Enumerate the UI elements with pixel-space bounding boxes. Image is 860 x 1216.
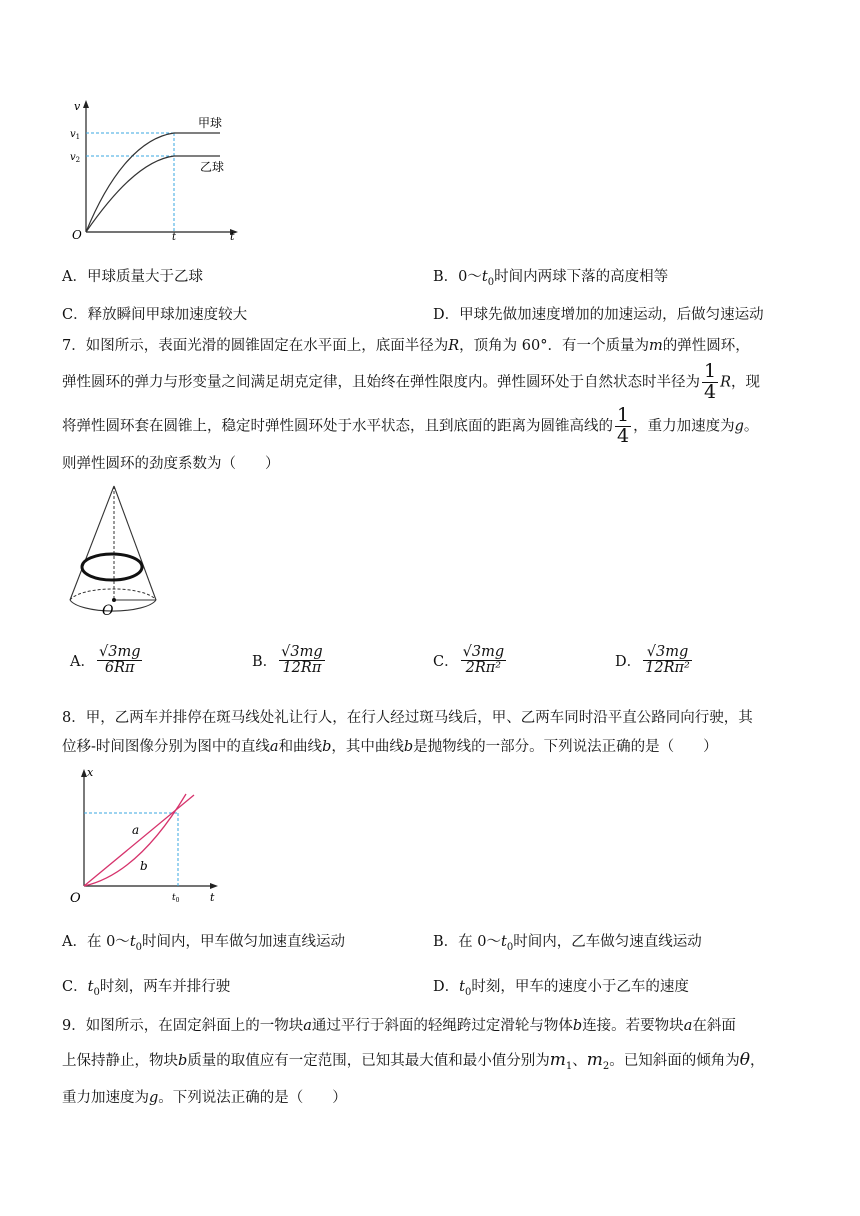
q7-line-2 <box>62 362 760 403</box>
q9-line1-a-var: a <box>303 1018 312 1034</box>
q9-sep: 、 <box>572 1053 587 1069</box>
q7-option-d-den: 12Rπ² <box>645 660 690 677</box>
q7-line3-c: 。 <box>743 418 759 435</box>
q7-line3-a: 将弹性圆环套在圆锥上，稳定时弹性圆环处于水平状态，且到底面的距离为圆锥高线的 <box>62 418 613 435</box>
q6-tick-v2: $v_2$ <box>70 152 81 164</box>
q8-t-axis-arrow <box>210 883 218 889</box>
q7-option-a <box>70 645 144 676</box>
q7-line1-c: 的弹性圆环， <box>662 338 750 354</box>
q8-option-b-var: t <box>501 934 507 950</box>
q7-line2-a: 弹性圆环的弹力与形变量之间满足胡克定律，且始终在弹性限度内。弹性圆环处于自然状态时半径为 <box>62 374 700 391</box>
q7-line-3 <box>62 406 758 447</box>
q9-line3-b: 。下列说法正确的是（ ） <box>158 1090 347 1106</box>
q7-fraction-quarter <box>702 362 718 403</box>
q7-line1-a: 7．如图所示，表面光滑的圆锥固定在水平面上，底面半径为 <box>62 338 449 354</box>
q9-line2-c: 。已知斜面的倾角为 <box>609 1053 740 1069</box>
q8-line2-c-var: b <box>403 739 414 755</box>
q8-option-a-suffix: 时间内，甲车做匀加速直线运动 <box>142 934 346 950</box>
q8-option-d-suffix: 时刻，甲车的速度小于乙车的速度 <box>471 979 689 995</box>
q6-v-axis-arrow <box>83 100 89 108</box>
q8-line2-c: ，其中曲线 <box>331 739 404 755</box>
q6-option-a: A．甲球质量大于乙球 <box>62 269 203 285</box>
q8-option-c-var: t <box>87 979 94 995</box>
q8-option-c <box>62 975 230 998</box>
q7-option-b-den: 12Rπ <box>282 660 322 677</box>
q7-option-a-den: 6Rπ <box>104 660 135 677</box>
q6-tick-v1: $v_1$ <box>70 129 81 141</box>
q7-option-c <box>433 645 508 676</box>
q7-option-c-letter: C． <box>433 654 459 671</box>
q7-frac2-num: 1 <box>617 404 630 426</box>
q8-option-d-sub: 0 <box>464 986 472 998</box>
q7-line1-r: R <box>448 338 460 354</box>
q6-option-b-prefix: B．0～ <box>433 269 482 285</box>
q6-option-b-var: t <box>481 269 488 285</box>
q7-elastic-ring <box>82 554 142 580</box>
q9-line2-a: 上保持静止，物块 <box>62 1053 178 1069</box>
q8-option-a-var: t <box>129 934 136 950</box>
q7-option-a-letter: A． <box>70 654 95 671</box>
q7-frac-num: 1 <box>704 360 717 382</box>
q7-option-d-letter: D． <box>615 654 642 671</box>
q9-line3-a: 重力加速度为 <box>62 1090 149 1106</box>
q7-option-d-num: √3mg <box>643 645 692 661</box>
q6-label-jia: 甲球 <box>198 116 223 130</box>
q6-option-d: D．甲球先做加速度增加的加速运动，后做匀速运动 <box>433 307 764 323</box>
q7-frac-den: 4 <box>704 380 717 403</box>
q9-line1-d: 在斜面 <box>692 1018 736 1034</box>
q7-line2-b: ，现 <box>731 374 761 391</box>
q8-position-time-graph <box>68 764 228 908</box>
q8-option-a-sub: 0 <box>135 941 143 953</box>
q7-line2-r: R <box>720 374 732 391</box>
q8-line2-d: 是抛物线的一部分。下列说法正确的是（ ） <box>413 739 718 755</box>
q9-theta: θ <box>739 1050 751 1070</box>
q9-line1-a: 9．如图所示，在固定斜面上的一物块 <box>62 1018 304 1034</box>
q9-line1-c-var: a <box>683 1018 693 1034</box>
q7-line1-b: ，顶角为 60°．有一个质量为 <box>459 338 649 354</box>
q6-option-c: C．释放瞬间甲球加速度较大 <box>62 307 248 323</box>
q8-label-a: a <box>132 823 140 837</box>
q7-option-c-den: 2Rπ² <box>465 660 502 677</box>
q7-option-c-num: √3mg <box>462 644 505 660</box>
q9-line2-b-var: b <box>178 1053 188 1069</box>
q8-tick-t0: $t_0$ <box>172 893 180 904</box>
q9-m2-sub: 2 <box>602 1060 610 1072</box>
q6-option-b <box>433 265 668 288</box>
q8-curve-b <box>84 794 186 886</box>
q8-option-d-prefix: D． <box>433 979 460 995</box>
q7-frac2-den: 4 <box>617 424 630 447</box>
q6-label-yi: 乙球 <box>200 160 225 174</box>
q9-m1: m <box>549 1050 566 1070</box>
q7-option-b-letter: B． <box>252 654 278 671</box>
q9-m2: m <box>586 1050 603 1070</box>
q6-tick-t0: t <box>172 232 177 240</box>
q7-line-4: 则弹性圆环的劲度系数为（ ） <box>62 456 280 472</box>
q8-line-1: 8．甲，乙两车并排停在斑马线处礼让行人，在行人经过斑马线后，甲、乙两车同时沿平直公路同向行驶，其 <box>62 710 753 726</box>
q8-origin-label: O <box>70 891 81 906</box>
q7-cone-origin: O <box>102 603 114 618</box>
q8-axis-t-label: t <box>210 891 215 904</box>
q7-option-d <box>615 645 694 676</box>
q6-origin-label: O <box>72 228 82 240</box>
q8-option-c-sub: 0 <box>93 986 100 998</box>
q7-line-1 <box>62 334 750 355</box>
q9-line2-b: 质量的取值应有一定范围，已知其最大值和最小值分别为 <box>187 1053 550 1069</box>
q8-option-b <box>433 930 702 953</box>
q9-line2-d: ， <box>750 1053 765 1069</box>
q8-line-2 <box>62 735 718 756</box>
q8-option-b-prefix: B．在 0～ <box>433 934 501 950</box>
q6-option-b-suffix: 时间内两球下落的高度相等 <box>494 269 669 285</box>
q8-option-a <box>62 930 345 953</box>
q7-cone-right-edge <box>114 486 156 600</box>
q8-option-c-suffix: 时刻，两车并排行驶 <box>99 979 231 995</box>
q7-line3-b: ，重力加速度为 <box>633 418 735 435</box>
q8-line2-b-var: b <box>322 739 332 755</box>
q7-option-b <box>252 645 327 676</box>
q7-cone-center-dot <box>112 598 116 602</box>
q9-line1-b: 通过平行于斜面的轻绳跨过定滑轮与物体 <box>311 1018 573 1034</box>
q7-fraction-quarter-2 <box>615 406 631 447</box>
q8-option-b-suffix: 时间内，乙车做匀速直线运动 <box>513 934 702 950</box>
q7-line1-m: m <box>648 338 663 354</box>
q8-option-a-prefix: A．在 0～ <box>62 934 130 950</box>
q7-line3-g: g <box>734 418 744 435</box>
q7-option-a-num: √3mg <box>98 644 141 660</box>
q7-cone-figure <box>66 482 162 618</box>
q6-velocity-time-graph <box>68 98 248 240</box>
q9-m1-sub: 1 <box>565 1060 573 1072</box>
q9-line-3 <box>62 1086 347 1107</box>
q8-option-d <box>433 975 689 998</box>
q8-axis-x-label: x <box>87 766 94 779</box>
q8-option-d-var: t <box>459 979 465 995</box>
q8-option-b-sub: 0 <box>506 941 514 953</box>
q9-line-1 <box>62 1014 736 1035</box>
q9-line-2 <box>62 1049 765 1072</box>
q7-cone-left-edge <box>70 486 114 600</box>
q9-line3-g: g <box>149 1090 159 1106</box>
q9-line1-b-var: b <box>572 1018 583 1034</box>
q7-option-b-num: √3mg <box>281 644 323 660</box>
q8-line2-a-var: a <box>269 739 279 755</box>
q6-option-b-sub: 0 <box>487 276 495 288</box>
q6-curve-jia <box>86 133 220 232</box>
q8-label-b: b <box>140 859 148 873</box>
q8-line2-a: 位移-时间图像分别为图中的直线 <box>62 739 270 755</box>
q9-line1-c: 连接。若要物块 <box>582 1018 684 1034</box>
q6-axis-t-label: t <box>230 230 235 240</box>
q8-line2-b: 和曲线 <box>278 739 323 755</box>
q8-option-c-prefix: C． <box>62 979 88 995</box>
q6-axis-v-label: v <box>74 100 81 113</box>
